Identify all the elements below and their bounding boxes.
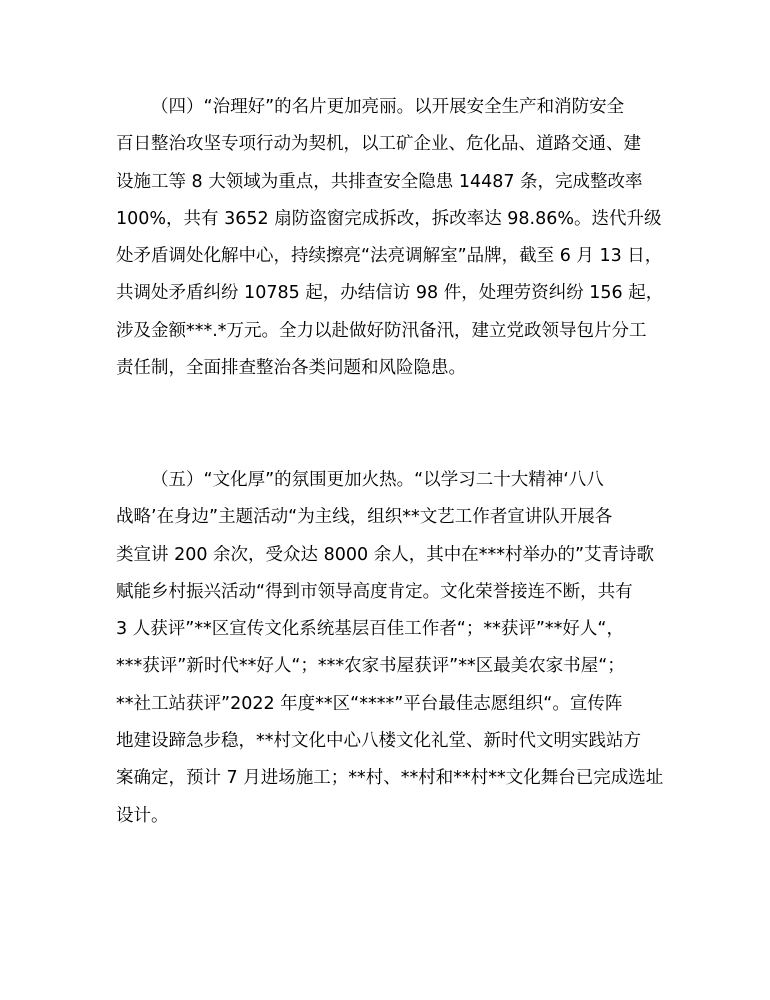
paragraph-line: 处矛盾调处化解中心，持续擦亮“法亮调解室”品牌，截至 6 月 13 日， xyxy=(116,246,663,267)
paragraph-line: 案确定，预计 7 月进场施工；**村、**村和**村**文化舞台已完成选址 xyxy=(116,768,664,789)
paragraph-line: 3 人获评”**区宣传文化系统基层百佳工作者“；**获评”**好人“， xyxy=(116,619,624,640)
paragraph-line: 设计。 xyxy=(116,805,169,826)
paragraph-line: 100%，共有 3652 扇防盗窗完成拆改，拆改率达 98.86%。迭代升级 xyxy=(116,208,662,229)
paragraph-line: （四）“治理好”的名片更加亮丽。以开展安全生产和消防安全 xyxy=(151,97,625,117)
paragraph-governance xyxy=(116,89,676,387)
paragraph-line: 类宣讲 200 余次，受众达 8000 余人，其中在***村举办的”艾青诗歌 xyxy=(116,544,655,565)
paragraph-line: 涉及金额***.*万元。全力以赴做好防汛备汛，建立党政领导包片分工 xyxy=(116,320,647,341)
paragraph-line: 设施工等 8 大领域为重点，共排查安全隐患 14487 条，完成整改率 xyxy=(116,171,643,192)
paragraph-line: ***获评”新时代**好人“；***农家书屋获评”**区最美农家书屋“； xyxy=(116,656,625,677)
paragraph-line: 责任制，全面排查整治各类问题和风险隐患。 xyxy=(116,358,466,379)
paragraph-line: 赋能乡村振兴活动“得到市领导高度肯定。文化荣誉接连不断，共有 xyxy=(116,581,633,602)
paragraph-line: 共调处矛盾纠纷 10785 起，办结信访 98 件，处理劳资纠纷 156 起， xyxy=(116,283,664,304)
paragraph-line: （五）“文化厚”的氛围更加火热。“以学习二十大精神‘八八 xyxy=(151,470,604,490)
paragraph-line: 战略’在身边”主题活动“为主线，组织**文艺工作者宣讲队开展各 xyxy=(116,507,613,528)
paragraph-line: **社工站获评”2022 年度**区“****”平台最佳志愿组织“。宣传阵 xyxy=(116,693,623,714)
paragraph-line: 地建设蹄急步稳，**村文化中心八楼文化礼堂、新时代文明实践站方 xyxy=(116,731,641,752)
paragraph-line: 百日整治攻坚专项行动为契机，以工矿企业、危化品、道路交通、建 xyxy=(116,134,641,155)
paragraph-culture xyxy=(116,462,676,835)
